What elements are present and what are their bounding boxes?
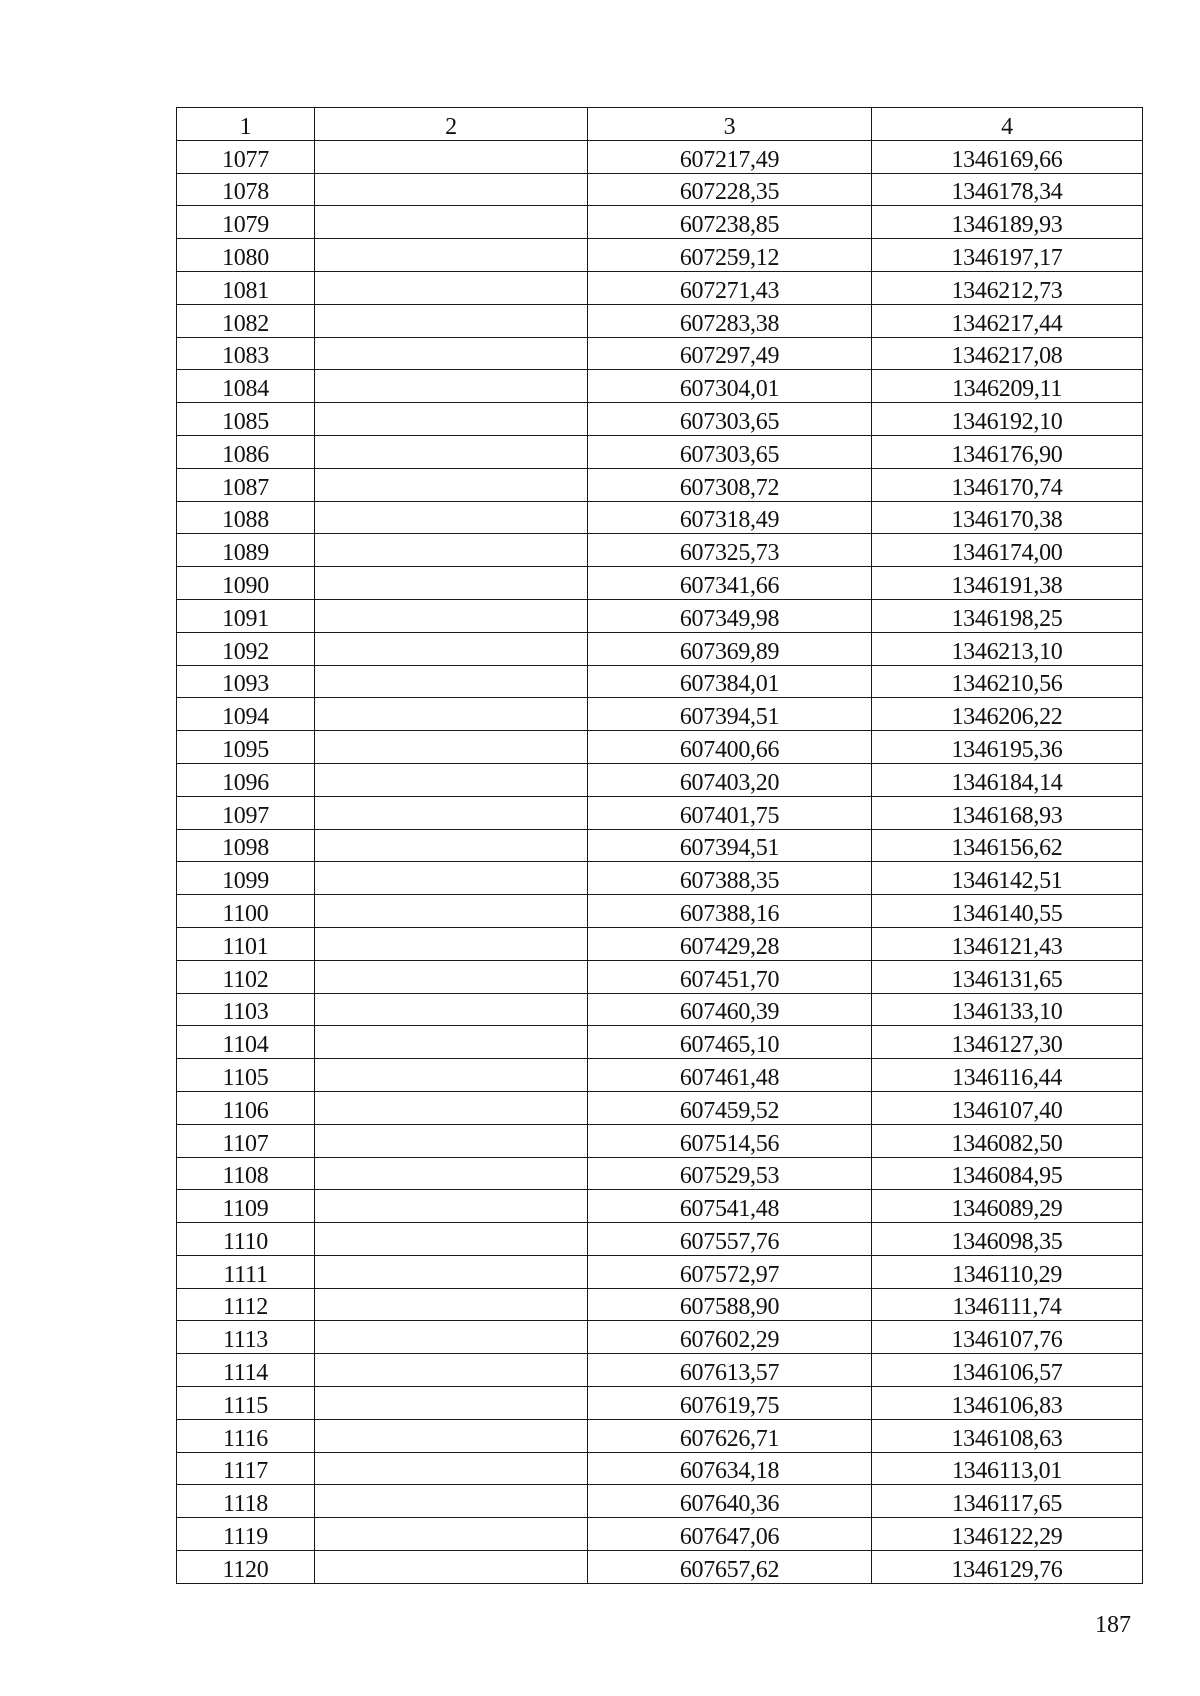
table-row (177, 403, 1143, 436)
table-row (177, 370, 1143, 403)
coordinate-x-cell: 607369,89 (588, 632, 872, 665)
description-cell (315, 337, 588, 370)
description-cell (315, 960, 588, 993)
coordinate-x-cell: 607308,72 (588, 468, 872, 501)
description-cell (315, 1157, 588, 1190)
point-number-cell: 1099 (177, 862, 315, 895)
table-row (177, 1419, 1143, 1452)
coordinate-x-cell: 607238,85 (588, 206, 872, 239)
table-row (177, 796, 1143, 829)
coordinates-table (176, 107, 1143, 1584)
description-cell (315, 1551, 588, 1584)
point-number-cell: 1109 (177, 1190, 315, 1223)
description-cell (315, 1255, 588, 1288)
description-cell (315, 468, 588, 501)
coordinate-x-cell: 607459,52 (588, 1091, 872, 1124)
coordinate-x-cell: 607384,01 (588, 665, 872, 698)
table-row (177, 731, 1143, 764)
coordinate-y-cell: 1346170,74 (872, 468, 1143, 501)
table-row (177, 927, 1143, 960)
point-number-cell: 1087 (177, 468, 315, 501)
coordinate-y-cell: 1346110,29 (872, 1255, 1143, 1288)
description-cell (315, 534, 588, 567)
description-cell (315, 927, 588, 960)
point-number-cell: 1106 (177, 1091, 315, 1124)
table-row (177, 1485, 1143, 1518)
coordinate-y-cell: 1346212,73 (872, 271, 1143, 304)
point-number-cell: 1096 (177, 763, 315, 796)
table-row (177, 1124, 1143, 1157)
description-cell (315, 1223, 588, 1256)
table-row (177, 1091, 1143, 1124)
table-row (177, 1223, 1143, 1256)
description-cell (315, 173, 588, 206)
point-number-cell: 1082 (177, 304, 315, 337)
coordinate-x-cell: 607529,53 (588, 1157, 872, 1190)
point-number-cell: 1118 (177, 1485, 315, 1518)
coordinate-y-cell: 1346206,22 (872, 698, 1143, 731)
table-row (177, 1157, 1143, 1190)
description-cell (315, 763, 588, 796)
description-cell (315, 1387, 588, 1420)
coordinate-y-cell: 1346107,40 (872, 1091, 1143, 1124)
coordinate-y-cell: 1346129,76 (872, 1551, 1143, 1584)
coordinate-y-cell: 1346174,00 (872, 534, 1143, 567)
table-row (177, 1190, 1143, 1223)
coordinate-y-cell: 1346121,43 (872, 927, 1143, 960)
point-number-cell: 1093 (177, 665, 315, 698)
coordinate-y-cell: 1346122,29 (872, 1518, 1143, 1551)
table-row (177, 567, 1143, 600)
point-number-cell: 1101 (177, 927, 315, 960)
coordinate-x-cell: 607228,35 (588, 173, 872, 206)
coordinate-x-cell: 607640,36 (588, 1485, 872, 1518)
point-number-cell: 1100 (177, 895, 315, 928)
description-cell (315, 501, 588, 534)
table-row (177, 501, 1143, 534)
coordinate-y-cell: 1346213,10 (872, 632, 1143, 665)
coordinate-y-cell: 1346168,93 (872, 796, 1143, 829)
coordinate-y-cell: 1346197,17 (872, 239, 1143, 272)
coordinate-x-cell: 607304,01 (588, 370, 872, 403)
table-row (177, 1518, 1143, 1551)
description-cell (315, 1452, 588, 1485)
coordinate-x-cell: 607341,66 (588, 567, 872, 600)
table-row (177, 206, 1143, 239)
table-row (177, 1059, 1143, 1092)
description-cell (315, 239, 588, 272)
point-number-cell: 1088 (177, 501, 315, 534)
point-number-cell: 1113 (177, 1321, 315, 1354)
table-row (177, 1551, 1143, 1584)
coordinate-y-cell: 1346113,01 (872, 1452, 1143, 1485)
table-row (177, 599, 1143, 632)
table-row (177, 534, 1143, 567)
coordinate-x-cell: 607613,57 (588, 1354, 872, 1387)
coordinate-y-cell: 1346170,38 (872, 501, 1143, 534)
coordinate-y-cell: 1346178,34 (872, 173, 1143, 206)
coordinate-y-cell: 1346111,74 (872, 1288, 1143, 1321)
table-row (177, 173, 1143, 206)
coordinate-x-cell: 607394,51 (588, 829, 872, 862)
description-cell (315, 1091, 588, 1124)
coordinate-y-cell: 1346198,25 (872, 599, 1143, 632)
coordinate-x-cell: 607557,76 (588, 1223, 872, 1256)
coordinate-y-cell: 1346108,63 (872, 1419, 1143, 1452)
coordinate-x-cell: 607297,49 (588, 337, 872, 370)
header-cell-col-3: 3 (588, 108, 872, 141)
point-number-cell: 1077 (177, 140, 315, 173)
description-cell (315, 1190, 588, 1223)
point-number-cell: 1085 (177, 403, 315, 436)
table-row (177, 993, 1143, 1026)
coordinate-y-cell: 1346106,83 (872, 1387, 1143, 1420)
point-number-cell: 1110 (177, 1223, 315, 1256)
table-row (177, 1452, 1143, 1485)
table-header-row (177, 108, 1143, 141)
table-row (177, 1354, 1143, 1387)
description-cell (315, 1026, 588, 1059)
point-number-cell: 1104 (177, 1026, 315, 1059)
table-row (177, 140, 1143, 173)
table-row (177, 435, 1143, 468)
coordinate-x-cell: 607325,73 (588, 534, 872, 567)
coordinate-y-cell: 1346195,36 (872, 731, 1143, 764)
description-cell (315, 567, 588, 600)
point-number-cell: 1080 (177, 239, 315, 272)
page-number: 187 (1095, 1612, 1131, 1638)
coordinate-x-cell: 607403,20 (588, 763, 872, 796)
coordinate-x-cell: 607657,62 (588, 1551, 872, 1584)
description-cell (315, 1059, 588, 1092)
table-row (177, 337, 1143, 370)
point-number-cell: 1107 (177, 1124, 315, 1157)
description-cell (315, 435, 588, 468)
coordinate-x-cell: 607626,71 (588, 1419, 872, 1452)
point-number-cell: 1119 (177, 1518, 315, 1551)
table-row (177, 960, 1143, 993)
coordinate-x-cell: 607451,70 (588, 960, 872, 993)
coordinate-x-cell: 607541,48 (588, 1190, 872, 1223)
coordinate-x-cell: 607283,38 (588, 304, 872, 337)
coordinate-x-cell: 607394,51 (588, 698, 872, 731)
point-number-cell: 1090 (177, 567, 315, 600)
description-cell (315, 370, 588, 403)
description-cell (315, 796, 588, 829)
description-cell (315, 862, 588, 895)
header-cell-col-2: 2 (315, 108, 588, 141)
point-number-cell: 1105 (177, 1059, 315, 1092)
coordinate-x-cell: 607619,75 (588, 1387, 872, 1420)
coordinate-y-cell: 1346107,76 (872, 1321, 1143, 1354)
header-cell-col-1: 1 (177, 108, 315, 141)
point-number-cell: 1114 (177, 1354, 315, 1387)
point-number-cell: 1083 (177, 337, 315, 370)
description-cell (315, 731, 588, 764)
table-row (177, 304, 1143, 337)
table-row (177, 763, 1143, 796)
table-row (177, 468, 1143, 501)
description-cell (315, 993, 588, 1026)
table-row (177, 1387, 1143, 1420)
description-cell (315, 1124, 588, 1157)
point-number-cell: 1094 (177, 698, 315, 731)
point-number-cell: 1078 (177, 173, 315, 206)
point-number-cell: 1116 (177, 1419, 315, 1452)
point-number-cell: 1081 (177, 271, 315, 304)
point-number-cell: 1095 (177, 731, 315, 764)
coordinate-y-cell: 1346117,65 (872, 1485, 1143, 1518)
coordinate-x-cell: 607401,75 (588, 796, 872, 829)
point-number-cell: 1111 (177, 1255, 315, 1288)
table-row (177, 1321, 1143, 1354)
description-cell (315, 1419, 588, 1452)
coordinate-x-cell: 607318,49 (588, 501, 872, 534)
description-cell (315, 632, 588, 665)
coordinate-y-cell: 1346140,55 (872, 895, 1143, 928)
point-number-cell: 1117 (177, 1452, 315, 1485)
description-cell (315, 829, 588, 862)
coordinate-x-cell: 607514,56 (588, 1124, 872, 1157)
description-cell (315, 403, 588, 436)
table-row (177, 239, 1143, 272)
coordinate-y-cell: 1346209,11 (872, 370, 1143, 403)
coordinate-y-cell: 1346098,35 (872, 1223, 1143, 1256)
coordinate-x-cell: 607259,12 (588, 239, 872, 272)
description-cell (315, 271, 588, 304)
point-number-cell: 1098 (177, 829, 315, 862)
coordinate-y-cell: 1346131,65 (872, 960, 1143, 993)
coordinate-y-cell: 1346082,50 (872, 1124, 1143, 1157)
coordinate-y-cell: 1346189,93 (872, 206, 1143, 239)
table-row (177, 698, 1143, 731)
point-number-cell: 1112 (177, 1288, 315, 1321)
point-number-cell: 1097 (177, 796, 315, 829)
coordinate-y-cell: 1346127,30 (872, 1026, 1143, 1059)
coordinate-y-cell: 1346217,44 (872, 304, 1143, 337)
description-cell (315, 1354, 588, 1387)
description-cell (315, 599, 588, 632)
table-row (177, 862, 1143, 895)
coordinate-x-cell: 607388,16 (588, 895, 872, 928)
coordinate-x-cell: 607400,66 (588, 731, 872, 764)
coordinate-y-cell: 1346191,38 (872, 567, 1143, 600)
point-number-cell: 1120 (177, 1551, 315, 1584)
point-number-cell: 1086 (177, 435, 315, 468)
coordinates-table-body (177, 108, 1143, 1584)
description-cell (315, 698, 588, 731)
coordinate-y-cell: 1346116,44 (872, 1059, 1143, 1092)
coordinate-x-cell: 607602,29 (588, 1321, 872, 1354)
coordinate-y-cell: 1346184,14 (872, 763, 1143, 796)
table-row (177, 1288, 1143, 1321)
coordinate-x-cell: 607460,39 (588, 993, 872, 1026)
table-row (177, 632, 1143, 665)
coordinate-x-cell: 607572,97 (588, 1255, 872, 1288)
coordinate-y-cell: 1346156,62 (872, 829, 1143, 862)
coordinate-x-cell: 607271,43 (588, 271, 872, 304)
description-cell (315, 1518, 588, 1551)
description-cell (315, 1485, 588, 1518)
description-cell (315, 206, 588, 239)
coordinate-x-cell: 607429,28 (588, 927, 872, 960)
coordinate-x-cell: 607647,06 (588, 1518, 872, 1551)
point-number-cell: 1103 (177, 993, 315, 1026)
point-number-cell: 1092 (177, 632, 315, 665)
coordinate-y-cell: 1346210,56 (872, 665, 1143, 698)
coordinate-x-cell: 607465,10 (588, 1026, 872, 1059)
coordinate-y-cell: 1346192,10 (872, 403, 1143, 436)
table-row (177, 665, 1143, 698)
table-row (177, 1255, 1143, 1288)
point-number-cell: 1091 (177, 599, 315, 632)
coordinate-y-cell: 1346089,29 (872, 1190, 1143, 1223)
coordinate-x-cell: 607349,98 (588, 599, 872, 632)
description-cell (315, 1288, 588, 1321)
coordinate-x-cell: 607303,65 (588, 403, 872, 436)
coordinate-x-cell: 607217,49 (588, 140, 872, 173)
point-number-cell: 1108 (177, 1157, 315, 1190)
description-cell (315, 304, 588, 337)
coordinate-y-cell: 1346142,51 (872, 862, 1143, 895)
coordinate-y-cell: 1346169,66 (872, 140, 1143, 173)
table-row (177, 895, 1143, 928)
coordinate-y-cell: 1346176,90 (872, 435, 1143, 468)
coordinate-y-cell: 1346084,95 (872, 1157, 1143, 1190)
point-number-cell: 1084 (177, 370, 315, 403)
point-number-cell: 1079 (177, 206, 315, 239)
table-row (177, 271, 1143, 304)
coordinate-y-cell: 1346106,57 (872, 1354, 1143, 1387)
coordinate-x-cell: 607388,35 (588, 862, 872, 895)
description-cell (315, 665, 588, 698)
description-cell (315, 1321, 588, 1354)
header-cell-col-4: 4 (872, 108, 1143, 141)
description-cell (315, 895, 588, 928)
table-row (177, 1026, 1143, 1059)
description-cell (315, 140, 588, 173)
coordinate-y-cell: 1346133,10 (872, 993, 1143, 1026)
point-number-cell: 1102 (177, 960, 315, 993)
point-number-cell: 1089 (177, 534, 315, 567)
coordinate-x-cell: 607303,65 (588, 435, 872, 468)
coordinate-x-cell: 607634,18 (588, 1452, 872, 1485)
coordinate-x-cell: 607588,90 (588, 1288, 872, 1321)
point-number-cell: 1115 (177, 1387, 315, 1420)
table-row (177, 829, 1143, 862)
coordinate-x-cell: 607461,48 (588, 1059, 872, 1092)
coordinate-y-cell: 1346217,08 (872, 337, 1143, 370)
